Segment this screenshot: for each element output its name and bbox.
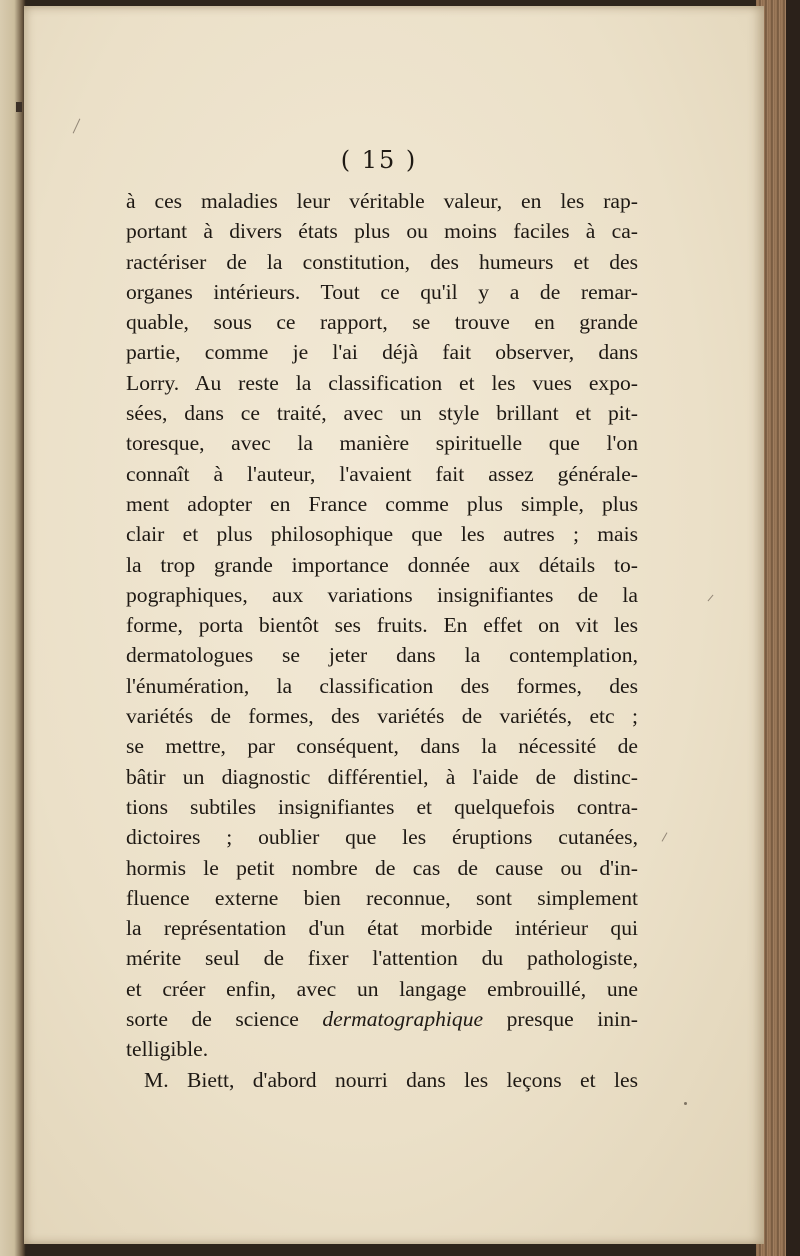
text-line: la trop grande importance donnée aux détails to- [126, 552, 638, 577]
text-line: connaît à l'auteur, l'avaient fait assez générale- [126, 461, 638, 486]
text-line: tions subtiles insignifiantes et quelquefois contra- [126, 794, 638, 819]
text-line: mérite seul de fixer l'attention du pathologiste, [126, 946, 638, 971]
text-line: se mettre, par conséquent, dans la nécessité de [126, 734, 638, 759]
text-segment: presque inin- [483, 1007, 638, 1032]
text-line: à ces maladies leur véritable valeur, en les rap- [126, 189, 638, 213]
text-line: et créer enfin, avec un langage embrouillé, une [126, 976, 638, 1001]
scan-background-strip [786, 0, 800, 1256]
text-line: hormis le petit nombre de cas de cause ou d'in- [126, 855, 638, 880]
text-line: dermatologues se jeter dans la contemplation, [126, 643, 638, 668]
text-line: bâtir un diagnostic différentiel, à l'aide de distinc- [126, 764, 638, 789]
text-line-with-italic [126, 1004, 638, 1034]
text-line-paragraph-end: telligible. [126, 1037, 209, 1062]
text-line: ment adopter en France comme plus simple, plus [126, 491, 638, 516]
text-line: Lorry. Au reste la classification et les vues expo- [126, 370, 638, 395]
text-line: partie, comme je l'ai déjà fait observer, dans [126, 340, 638, 365]
text-line: dictoires ; oublier que les éruptions cutanées, [126, 825, 638, 850]
text-line: sées, dans ce traité, avec un style brillant et pit- [126, 401, 638, 426]
text-line: ractériser de la constitution, des humeurs et des [126, 249, 638, 274]
left-page-edge [0, 0, 26, 1256]
text-line: portant à divers états plus ou moins faciles à ca- [126, 219, 638, 244]
text-line: clair et plus philosophique que les autres ; mais [126, 522, 638, 547]
text-line: pographiques, aux variations insignifiantes de la [126, 582, 638, 607]
paper-speck [708, 595, 714, 602]
text-segment: sorte de science [126, 1007, 323, 1032]
page-number: ( 15 ) [340, 146, 418, 174]
text-line: forme, porta bientôt ses fruits. En effet on vit les [126, 613, 638, 638]
italic-term: dermatographique [322, 1007, 484, 1032]
text-line: organes intérieurs. Tout ce qu'il y a de remar- [126, 279, 638, 304]
body-text [126, 186, 638, 1095]
text-line: l'énumération, la classification des formes, des [126, 673, 638, 698]
text-line: quable, sous ce rapport, se trouve en grande [126, 310, 638, 335]
margin-mark [16, 102, 22, 112]
paper-speck [662, 832, 668, 841]
text-line: toresque, avec la manière spirituelle que l'on [126, 431, 638, 456]
text-line: fluence externe bien reconnue, sont simplement [126, 885, 638, 910]
text-line-paragraph-start: M. Biett, d'abord nourri dans les leçons et les [144, 1067, 638, 1092]
text-line: variétés de formes, des variétés de variétés, etc ; [126, 704, 638, 729]
paper-speck [73, 119, 81, 134]
paper-speck [684, 1102, 687, 1105]
text-line: la représentation d'un état morbide intérieur qui [126, 916, 638, 941]
